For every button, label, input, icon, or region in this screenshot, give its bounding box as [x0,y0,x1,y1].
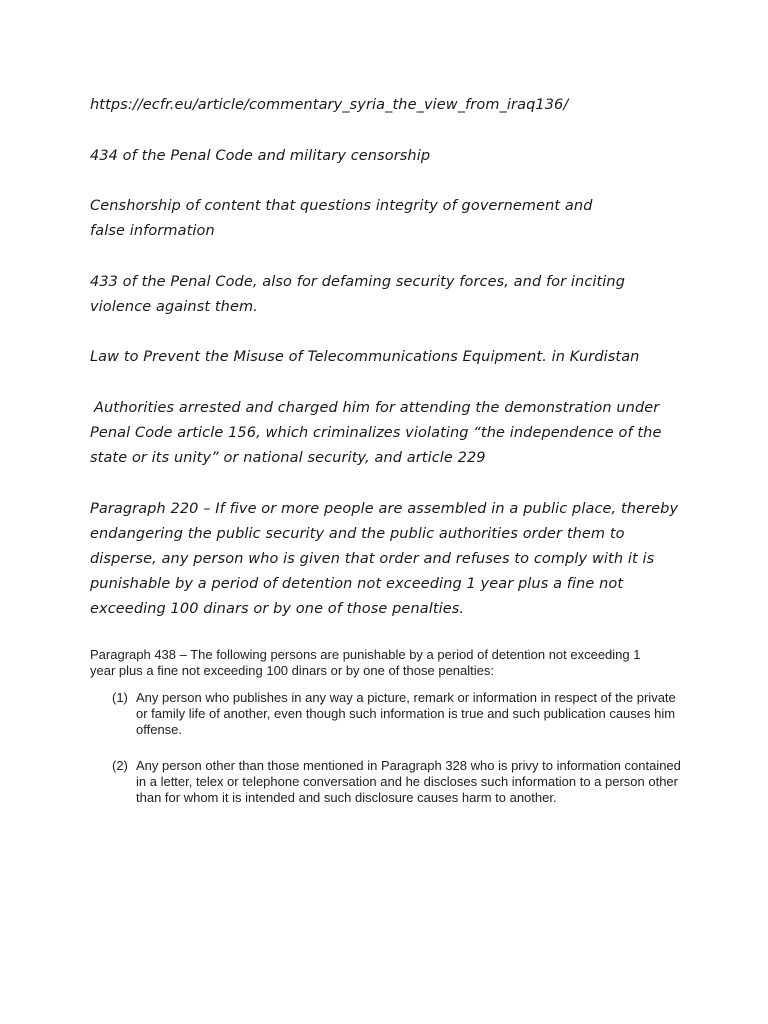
note-penal-code-434: 434 of the Penal Code and military censorship [90,148,431,164]
list-item-number: (1) [112,690,128,705]
note-censorship: Censhorship of content that questions integrity of governement and false information [90,198,593,239]
list-item [112,758,682,806]
list-item-text: Any person who publishes in any way a picture, remark or information in respect of the private or family life of another, even though such information is true and such publication causes him offense. [136,690,676,737]
note-penal-code-433: 433 of the Penal Code, also for defaming security forces, and for inciting violence against them. [90,274,626,315]
list-item [112,690,682,738]
note-arrest: Authorities arrested and charged him for attending the demonstration under Penal Code article 156, which criminalizes violating “the independence of the state or its unity” or national security, and article 229 [90,400,662,466]
note-paragraph-220: Paragraph 220 – If five or more people are assembled in a public place, thereby endangering the public security and the public authorities order them to disperse, any person who is given that order and refuses to comply with it is punishable by a period of detention not exceeding 1 year plus a fine not exceeding 100 dinars or by one of those penalties. [90,501,679,617]
paragraph-438-intro: Paragraph 438 – The following persons are punishable by a period of detention not exceeding 1 year plus a fine not exceeding 100 dinars or by one of those penalties: [90,647,641,678]
source-url-line: https://ecfr.eu/article/commentary_syria_the_view_from_iraq136/ [90,97,569,113]
list-item-number: (2) [112,758,128,773]
list-item-text: Any person other than those mentioned in Paragraph 328 who is privy to information contained in a letter, telex or telephone conversation and he discloses such information to a person other than for whom it is intended and such disclosure causes harm to another. [136,758,681,805]
paragraph-438-list [112,690,682,806]
note-telecom-law: Law to Prevent the Misuse of Telecommunications Equipment. in Kurdistan [90,349,640,365]
